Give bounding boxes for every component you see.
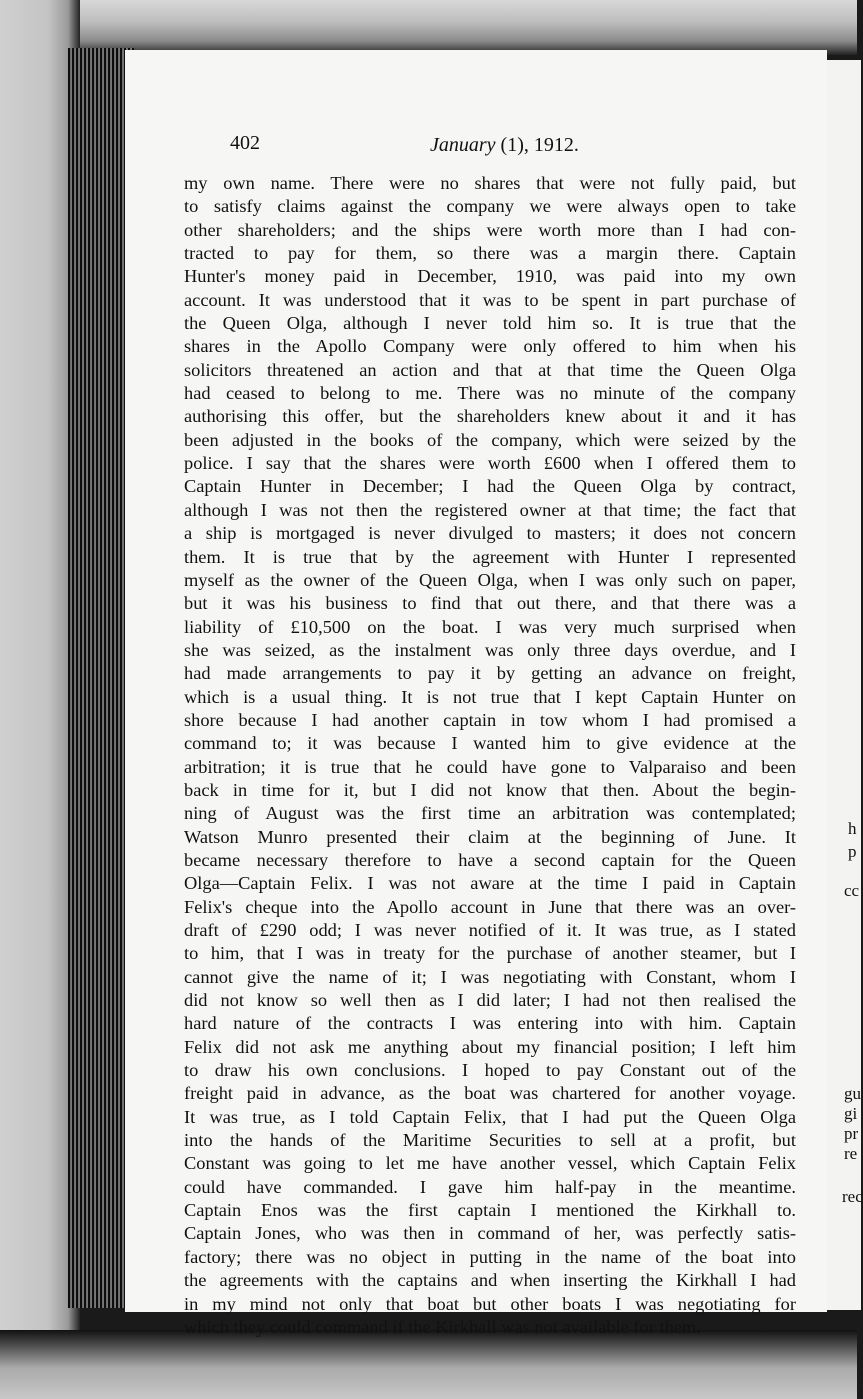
text-line: into the hands of the Maritime Securities to sell at a profit, but: [184, 1130, 796, 1151]
text-line: could have commanded. I gave him half-pay in the meantime.: [184, 1176, 796, 1197]
text-line: been adjusted in the books of the company, which were seized by the: [184, 429, 796, 450]
text-line: which they could command if the Kirkhall was not available for them.: [184, 1316, 701, 1337]
text-line: in my mind not only that boat but other boats I was negotiating for: [184, 1293, 796, 1314]
text-line: Captain Jones, who was then in command of her, was perfectly satis-: [184, 1223, 796, 1244]
text-line: to satisfy claims against the company we were always open to take: [184, 196, 796, 217]
text-line: shore because I had another captain in tow whom I had promised a: [184, 709, 796, 730]
text-line: she was seized, as the instalment was only three days overdue, and I: [184, 639, 796, 660]
page-number: 402: [230, 132, 260, 154]
text-line: became necessary therefore to have a second captain for the Queen: [184, 849, 796, 870]
text-line: back in time for it, but I did not know that then. About the begin-: [184, 779, 796, 800]
text-line: It was true, as I told Captain Felix, that I had put the Queen Olga: [184, 1106, 796, 1127]
header-date-rest: (1), 1912.: [495, 134, 579, 156]
text-line: draft of £290 odd; I was never notified of it. It was true, as I stated: [184, 920, 796, 940]
running-header-date: [430, 134, 579, 157]
text-line: Captain Hunter in December; I had the Queen Olga by contract,: [184, 476, 796, 497]
text-line: tracted to pay for them, so there was a margin there. Captain: [184, 243, 796, 264]
text-line: had ceased to belong to me. There was no minute of the company: [184, 383, 796, 404]
next-page-fragment: re: [844, 1144, 858, 1163]
text-line: cannot give the name of it; I was negotiating with Constant, whom I: [184, 966, 796, 987]
text-line: freight paid in advance, as the boat was chartered for another voyage.: [184, 1083, 796, 1104]
text-line: hard nature of the contracts I was entering into with him. Captain: [184, 1013, 796, 1034]
next-page-fragment: pr: [844, 1124, 859, 1143]
text-line: a ship is mortgaged is never divulged to masters; it does not concern: [184, 523, 796, 544]
text-line: them. It is true that by the agreement with Hunter I represented: [184, 546, 796, 567]
text-line: Felix's cheque into the Apollo account in June that there was an over-: [184, 896, 796, 917]
text-line: authorising this offer, but the shareholders knew about it and it has: [184, 406, 796, 427]
text-line: my own name. There were no shares that were not fully paid, but: [184, 173, 796, 193]
next-page-fragment: h: [848, 819, 857, 838]
text-line: Captain Enos was the first captain I mentioned the Kirkhall to.: [184, 1200, 796, 1221]
text-line: Felix did not ask me anything about my financial position; I left him: [184, 1036, 796, 1057]
text-line: which is a usual thing. It is not true that I kept Captain Hunter on: [184, 686, 796, 707]
text-line: but it was his business to find that out there, and that there was a: [184, 593, 796, 614]
text-line: arbitration; it is true that he could have gone to Valparaiso and been: [184, 756, 796, 777]
text-line: the Queen Olga, although I never told him so. It is true that the: [184, 313, 796, 334]
next-page-fragment: rec: [842, 1187, 863, 1206]
text-line: other shareholders; and the ships were worth more than I had con-: [184, 219, 796, 240]
scan-background-top: [0, 0, 857, 55]
text-line: Watson Munro presented their claim at the beginning of June. It: [184, 826, 796, 847]
text-line: solicitors threatened an action and that at that time the Queen Olga: [184, 359, 796, 380]
text-line: police. I say that the shares were worth £600 when I offered them to: [184, 453, 796, 474]
header-month: January: [430, 134, 496, 156]
body-text: [184, 172, 796, 1339]
text-line: to draw his own conclusions. I hoped to pay Constant out of the: [184, 1060, 796, 1081]
text-line: factory; there was no object in putting in the name of the boat into: [184, 1246, 796, 1267]
text-line: the agreements with the captains and when inserting the Kirkhall I had: [184, 1270, 796, 1291]
next-page-fragment: p: [848, 842, 857, 861]
next-page-fragment: gi: [844, 1104, 858, 1123]
text-line: command to; it was because I wanted him to give evidence at the: [184, 733, 796, 754]
next-page-fragment: gu: [844, 1084, 861, 1103]
text-line: did not know so well then as I did later; I had not then realised the: [184, 990, 796, 1011]
text-line: account. It was understood that it was to be spent in part purchase of: [184, 289, 796, 310]
text-line: ning of August was the first time an arbitration was contemplated;: [184, 803, 796, 824]
text-line: liability of £10,500 on the boat. I was very much surprised when: [184, 616, 796, 637]
text-line: Hunter's money paid in December, 1910, was paid into my own: [184, 266, 796, 287]
text-line: Constant was going to let me have another vessel, which Captain Felix: [184, 1153, 796, 1174]
next-page-fragment: cc: [844, 881, 860, 900]
text-line: myself as the owner of the Queen Olga, when I was only such on paper,: [184, 569, 796, 590]
scan-background-bottom: [0, 1330, 857, 1399]
text-line: although I was not then the registered owner at that time; the fact that: [184, 499, 796, 520]
text-line: to him, that I was in treaty for the purchase of another steamer, but I: [184, 943, 796, 964]
text-line: shares in the Apollo Company were only offered to him when his: [184, 336, 796, 357]
text-line: had made arrangements to pay it by getting an advance on freight,: [184, 663, 796, 684]
text-line: Olga—Captain Felix. I was not aware at the time I paid in Captain: [184, 873, 796, 894]
